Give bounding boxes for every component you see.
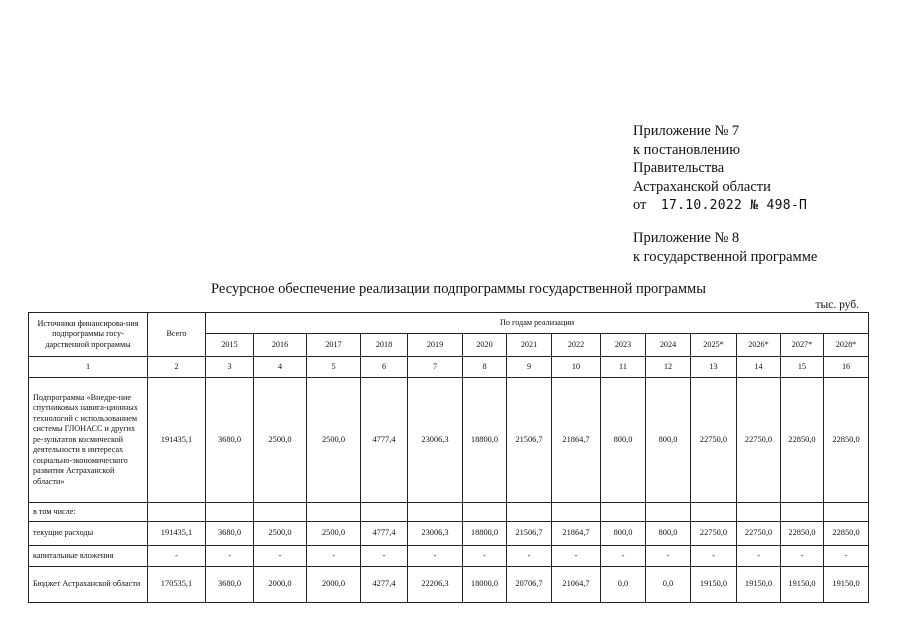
table-cell xyxy=(254,503,307,522)
year-header: 2025* xyxy=(691,334,737,357)
header-total: Всего xyxy=(148,313,206,357)
year-header: 2028* xyxy=(824,334,869,357)
table-cell: - xyxy=(463,546,507,567)
year-header: 2021 xyxy=(507,334,552,357)
table-cell xyxy=(601,503,646,522)
table-cell: 2000,0 xyxy=(254,567,307,603)
table-cell: 0,0 xyxy=(646,567,691,603)
table-cell: 2000,0 xyxy=(307,567,361,603)
row-label: в том числе: xyxy=(29,503,148,522)
table-cell: 800,0 xyxy=(601,378,646,503)
year-header: 2027* xyxy=(781,334,824,357)
header-years-group: По годам реализации xyxy=(206,313,869,334)
table-cell xyxy=(408,503,463,522)
table-cell: 22750,0 xyxy=(691,378,737,503)
decree-from-label: от xyxy=(633,197,647,214)
table-cell: 4777,4 xyxy=(361,378,408,503)
table-cell xyxy=(361,503,408,522)
year-header: 2024 xyxy=(646,334,691,357)
year-header: 2015 xyxy=(206,334,254,357)
row-label: Бюджет Астраханской области xyxy=(29,567,148,603)
table-cell: 21864,7 xyxy=(552,522,601,546)
year-header: 2022 xyxy=(552,334,601,357)
table-cell: 18800,0 xyxy=(463,522,507,546)
table-cell xyxy=(307,503,361,522)
row-total xyxy=(148,503,206,522)
table-cell xyxy=(646,503,691,522)
table-cell: 800,0 xyxy=(646,378,691,503)
table-cell: 3680,0 xyxy=(206,378,254,503)
annex-7-block xyxy=(633,122,807,216)
table-row-including xyxy=(29,503,869,522)
annex-7-line-2: к постановлению xyxy=(633,141,741,158)
table-cell: 800,0 xyxy=(646,522,691,546)
table-cell: 800,0 xyxy=(601,522,646,546)
annex-7-line-4: Астраханской области xyxy=(633,178,771,195)
column-number: 3 xyxy=(206,357,254,378)
table-cell xyxy=(507,503,552,522)
year-header: 2016 xyxy=(254,334,307,357)
annex-8-title: Приложение № 8 xyxy=(633,230,740,246)
table-row-capital-investment xyxy=(29,546,869,567)
table-cell: 0,0 xyxy=(601,567,646,603)
year-header: 2019 xyxy=(408,334,463,357)
table-cell: - xyxy=(691,546,737,567)
table-cell: 21064,7 xyxy=(552,567,601,603)
column-number: 11 xyxy=(601,357,646,378)
table-cell xyxy=(552,503,601,522)
table-cell xyxy=(691,503,737,522)
header-source: Источники финансирова-ния подпрограммы госу-дарственной программы xyxy=(29,313,148,357)
column-number: 14 xyxy=(737,357,781,378)
table-cell: - xyxy=(307,546,361,567)
table-cell: 3680,0 xyxy=(206,567,254,603)
column-number: 4 xyxy=(254,357,307,378)
annex-8-line-2: к государственной программе xyxy=(633,248,818,265)
table-cell: 19150,0 xyxy=(737,567,781,603)
table-cell: 3680,0 xyxy=(206,522,254,546)
row-total: - xyxy=(148,546,206,567)
table-cell: 21506,7 xyxy=(507,378,552,503)
table-cell: 19150,0 xyxy=(781,567,824,603)
table-cell: 22206,3 xyxy=(408,567,463,603)
table-cell: - xyxy=(254,546,307,567)
table-cell: 21506,7 xyxy=(507,522,552,546)
column-number: 13 xyxy=(691,357,737,378)
annex-8-block xyxy=(633,229,817,266)
column-number: 12 xyxy=(646,357,691,378)
column-number-row xyxy=(29,357,869,378)
table-cell: - xyxy=(646,546,691,567)
year-header: 2026* xyxy=(737,334,781,357)
column-number: 9 xyxy=(507,357,552,378)
column-number: 1 xyxy=(29,357,148,378)
document-title: Ресурсное обеспечение реализации подпрограммы государственной программы xyxy=(211,281,706,297)
table-cell: 18000,0 xyxy=(463,567,507,603)
table-cell: - xyxy=(781,546,824,567)
year-header: 2018 xyxy=(361,334,408,357)
table-cell: 22850,0 xyxy=(781,378,824,503)
column-number: 16 xyxy=(824,357,869,378)
table-cell: 22750,0 xyxy=(691,522,737,546)
column-number: 15 xyxy=(781,357,824,378)
table-cell: 2500,0 xyxy=(307,378,361,503)
resource-table xyxy=(28,312,869,603)
table-cell: 22750,0 xyxy=(737,522,781,546)
table-cell: - xyxy=(552,546,601,567)
column-number: 2 xyxy=(148,357,206,378)
header-row-1 xyxy=(29,313,869,334)
table-cell: 2500,0 xyxy=(254,522,307,546)
table-cell: 2500,0 xyxy=(254,378,307,503)
row-label: Подпрограмма «Внедре-ние спутниковых навига-ционных технологий с использованием системы ГЛОНАСС и других ре-зультатов космической деятельности в интересах социально-экономического развития Астраханской области» xyxy=(29,378,148,503)
row-total: 170535,1 xyxy=(148,567,206,603)
table-cell: - xyxy=(737,546,781,567)
table-row-regional-budget xyxy=(29,567,869,603)
table-cell: 19150,0 xyxy=(691,567,737,603)
table-cell: 19150,0 xyxy=(824,567,869,603)
table-cell: 23006,3 xyxy=(408,522,463,546)
table-cell: 2500,0 xyxy=(307,522,361,546)
row-label: капитальные вложения xyxy=(29,546,148,567)
column-number: 7 xyxy=(408,357,463,378)
table-cell xyxy=(781,503,824,522)
table-cell: 18800,0 xyxy=(463,378,507,503)
table-cell xyxy=(737,503,781,522)
column-number: 5 xyxy=(307,357,361,378)
table-cell: 22850,0 xyxy=(824,378,869,503)
annex-7-line-3: Правительства xyxy=(633,160,725,177)
row-total: 191435,1 xyxy=(148,378,206,503)
annex-7-decree-line xyxy=(633,196,807,216)
table-cell: - xyxy=(824,546,869,567)
table-cell: 22850,0 xyxy=(781,522,824,546)
table-row-current-expenses xyxy=(29,522,869,546)
table-cell: - xyxy=(601,546,646,567)
table-cell: 21864,7 xyxy=(552,378,601,503)
table-row-subprogram xyxy=(29,378,869,503)
row-total: 191435,1 xyxy=(148,522,206,546)
table-cell: 4277,4 xyxy=(361,567,408,603)
table-cell: - xyxy=(507,546,552,567)
table-cell: - xyxy=(408,546,463,567)
table-cell: 23006,3 xyxy=(408,378,463,503)
table-cell: 20706,7 xyxy=(507,567,552,603)
annex-7-title: Приложение № 7 xyxy=(633,123,740,139)
units-label: тыс. руб. xyxy=(815,299,859,311)
table-cell: - xyxy=(361,546,408,567)
table-cell xyxy=(463,503,507,522)
table-cell: 22850,0 xyxy=(824,522,869,546)
row-label: текущие расходы xyxy=(29,522,148,546)
year-header: 2020 xyxy=(463,334,507,357)
table-cell: 4777,4 xyxy=(361,522,408,546)
table-cell: 22750,0 xyxy=(737,378,781,503)
year-header: 2023 xyxy=(601,334,646,357)
column-number: 8 xyxy=(463,357,507,378)
table-cell xyxy=(206,503,254,522)
table-cell xyxy=(824,503,869,522)
decree-date-number: 17.10.2022 № 498-П xyxy=(660,198,808,214)
table-cell: - xyxy=(206,546,254,567)
column-number: 6 xyxy=(361,357,408,378)
year-header: 2017 xyxy=(307,334,361,357)
column-number: 10 xyxy=(552,357,601,378)
